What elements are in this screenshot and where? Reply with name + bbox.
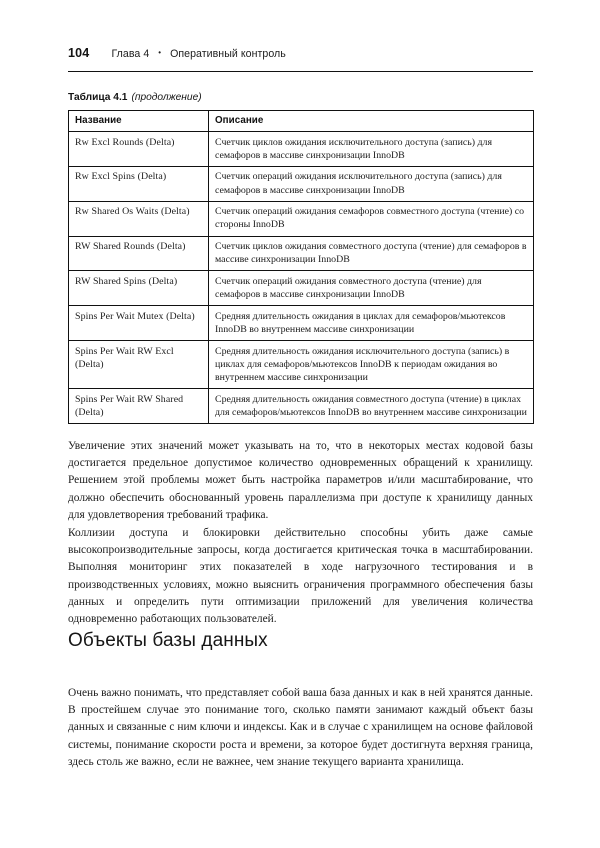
section-heading: Объекты базы данных (68, 630, 268, 651)
table-row (69, 271, 534, 306)
table-caption (68, 92, 202, 103)
body-paragraph: Увеличение этих значений может указывать на то, что в некоторых местах кодовой базы достигается предельное допустимое количество одновременных обращений к хранилищу. Решением этой проблемы может быть настройка параметров и/или масштабирование, что должно обеспечить обоснованный уровень параллелизма при доступе к хранилищу данных для удовлетворения требований трафика. (68, 440, 533, 521)
cell-metric-description: Средняя длительность ожидания в циклах для семафоров/мьютексов InnoDB во внутреннем массиве синхронизации (209, 306, 534, 341)
table-header (69, 111, 534, 132)
cell-metric-name: Spins Per Wait Mutex (Delta) (69, 306, 209, 341)
table-caption-label: Таблица 4.1 (68, 92, 128, 103)
cell-metric-name: Rw Shared Os Waits (Delta) (69, 201, 209, 236)
column-header-name: Название (69, 111, 209, 132)
table-header-row (69, 111, 534, 132)
metrics-table (68, 110, 534, 424)
cell-metric-name: Spins Per Wait RW Shared (Delta) (69, 389, 209, 424)
bullet-separator-icon: • (158, 48, 162, 57)
table-row (69, 341, 534, 389)
cell-metric-description: Счетчик операций ожидания совместного доступа (чтение) для семафоров в массиве синхронизации InnoDB (209, 271, 534, 306)
cell-metric-description: Счетчик циклов ожидания совместного доступа (чтение) для семафоров в массиве синхронизации InnoDB (209, 236, 534, 271)
cell-metric-name: RW Shared Spins (Delta) (69, 271, 209, 306)
table-body (69, 132, 534, 424)
page-number: 104 (68, 46, 90, 60)
cell-metric-description: Счетчик циклов ожидания исключительного доступа (запись) для семафоров в массиве синхронизации InnoDB (209, 132, 534, 167)
running-head (68, 46, 533, 60)
table-row (69, 132, 534, 167)
cell-metric-name: Rw Excl Rounds (Delta) (69, 132, 209, 167)
body-paragraph: Коллизии доступа и блокировки действительно способны убить даже самые высокопроизводительные запросы, когда достигается критическая точка в масштабировании. Выполняя мониторинг этих показателей в ходе нагрузочного тестирования и в производственных условиях, можно выяснить ограничения программного обеспечения базы данных и определить пути оптимизации приложений для увеличения количества одновременно работающих пользователей. (68, 527, 533, 625)
cell-metric-name: Rw Excl Spins (Delta) (69, 166, 209, 201)
header-divider (68, 71, 533, 72)
chapter-title: Оперативный контроль (170, 48, 286, 60)
table-row (69, 389, 534, 424)
table-row (69, 306, 534, 341)
table-row (69, 166, 534, 201)
cell-metric-description: Счетчик операций ожидания исключительного доступа (запись) для семафоров в массиве синхронизации InnoDB (209, 166, 534, 201)
body-paragraph: Очень важно понимать, что представляет собой ваша база данных и как в ней хранятся данные. В простейшем случае это понимание того, сколько памяти занимают каждый объект базы данных и связанные с ним ключи и индексы. Как и в случае с хранилищем на основе файловой системы, понимание скорости роста и времени, за которое будет достигнута верхняя граница, здесь столь же важно, если не важнее, чем знание текущего варианта хранилища. (68, 687, 533, 768)
cell-metric-name: RW Shared Rounds (Delta) (69, 236, 209, 271)
table-row (69, 201, 534, 236)
cell-metric-description: Средняя длительность ожидания совместного доступа (чтение) в циклах для семафоров/мьютексов InnoDB во внутреннем массиве синхронизации (209, 389, 534, 424)
column-header-description: Описание (209, 111, 534, 132)
cell-metric-description: Счетчик операций ожидания семафоров совместного доступа (чтение) со стороны InnoDB (209, 201, 534, 236)
table-row (69, 236, 534, 271)
cell-metric-description: Средняя длительность ожидания исключительного доступа (запись) в циклах для семафоров/мьютексов InnoDB к периодам ожидания во внутреннем массиве синхронизации (209, 341, 534, 389)
cell-metric-name: Spins Per Wait RW Excl (Delta) (69, 341, 209, 389)
chapter-label: Глава 4 (111, 48, 150, 60)
table-caption-note: (продолжение) (131, 92, 202, 103)
